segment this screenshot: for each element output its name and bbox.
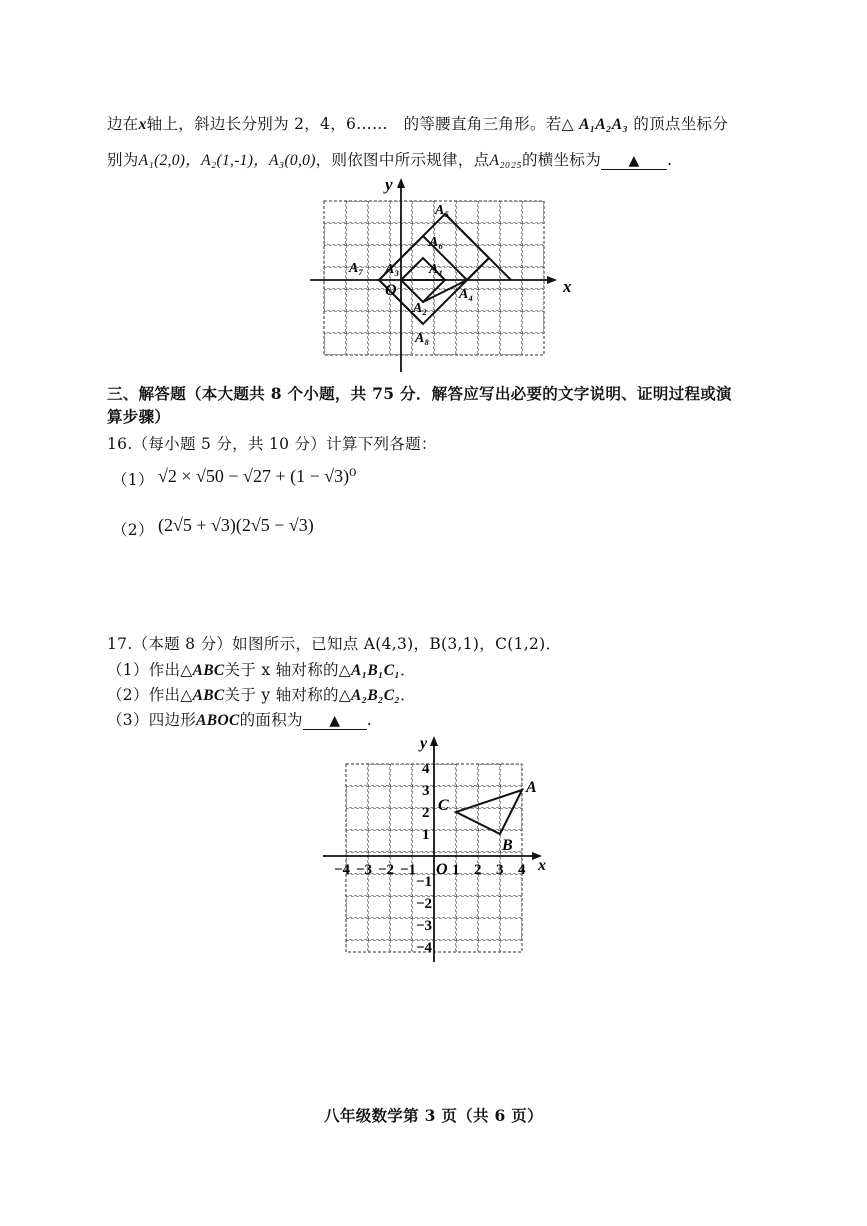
origin-label: O <box>385 282 397 299</box>
q15-line2: 别为A₁(2,0)，A₂(1,-1)，A₃(0,0)，则依图中所示规律，点A₂₀₂₅的横坐标为 ▲ . <box>107 151 673 169</box>
svg-text:A₅: A₅ <box>435 203 450 218</box>
svg-text:4: 4 <box>518 862 526 878</box>
q16-title: 16.（每小题 5 分，共 10 分）计算下列各题： <box>107 435 437 453</box>
svg-text:A₄: A₄ <box>459 287 474 302</box>
q15-pattern-figure <box>305 172 570 377</box>
q17-item1: （1）作出△ABC关于 x 轴对称的△A₁B₁C₁． <box>107 661 416 679</box>
q16-item2-expr: (2√5 + √3)(2√5 − √3) <box>158 515 314 535</box>
q16-item1-expr: √2 × √50 − √27 + (1 − √3)⁰ <box>158 466 357 486</box>
svg-text:2: 2 <box>422 805 430 821</box>
q17-item3: （3）四边形ABOC的面积为 ▲ . <box>107 711 373 729</box>
svg-text:A: A <box>526 779 537 796</box>
svg-text:A₆: A₆ <box>429 235 444 250</box>
svg-text:−1: −1 <box>416 874 433 890</box>
svg-text:−4: −4 <box>416 940 433 956</box>
svg-text:A₃: A₃ <box>385 262 400 277</box>
svg-text:−2: −2 <box>416 896 433 912</box>
svg-text:1: 1 <box>452 862 460 878</box>
svg-text:2: 2 <box>474 862 482 878</box>
svg-text:A₁: A₁ <box>429 262 444 277</box>
svg-text:A₂: A₂ <box>413 301 428 316</box>
svg-text:y: y <box>420 735 428 752</box>
svg-text:−2: −2 <box>378 862 395 878</box>
svg-text:−1: −1 <box>400 862 417 878</box>
svg-text:4: 4 <box>422 761 430 777</box>
answer-blank: ▲ <box>303 713 367 730</box>
section-heading-cont: 算步骤） <box>107 407 171 426</box>
q16-item2-num: （2） <box>112 521 154 539</box>
q17-title: 17.（本题 8 分）如图所示，已知点 A(4,3)，B(3,1)，C(1,2)． <box>107 635 562 653</box>
answer-blank: ▲ <box>601 153 667 170</box>
svg-text:−3: −3 <box>416 918 433 934</box>
svg-text:O: O <box>436 861 448 878</box>
y-axis-label: y <box>385 175 393 194</box>
svg-text:1: 1 <box>422 827 430 843</box>
svg-text:B: B <box>502 837 513 854</box>
q16-item1-num: （1） <box>112 471 154 489</box>
svg-text:A₈: A₈ <box>415 331 430 346</box>
page-footer: 八年级数学第 3 页（共 6 页） <box>324 1106 543 1125</box>
svg-text:C: C <box>438 797 449 814</box>
svg-text:x: x <box>538 857 546 874</box>
svg-text:−4: −4 <box>334 862 351 878</box>
svg-text:−3: −3 <box>356 862 373 878</box>
q17-item2: （2）作出△ABC关于 y 轴对称的△A₂B₂C₂． <box>107 686 416 704</box>
q15-line1: 边在x轴上，斜边长分别为 2，4，6…… 的等腰直角三角形。若△ A₁A₂A₃ 的顶点坐标分 <box>107 115 729 133</box>
svg-text:A₇: A₇ <box>349 261 364 276</box>
x-axis-label: x <box>563 277 572 296</box>
q17-coordinate-figure <box>318 730 553 965</box>
svg-text:3: 3 <box>496 862 504 878</box>
svg-text:3: 3 <box>422 783 430 799</box>
section-heading: 三、解答题（本大题共 8 个小题，共 75 分．解答应写出必要的文字说明、证明过程或演 <box>107 384 732 403</box>
